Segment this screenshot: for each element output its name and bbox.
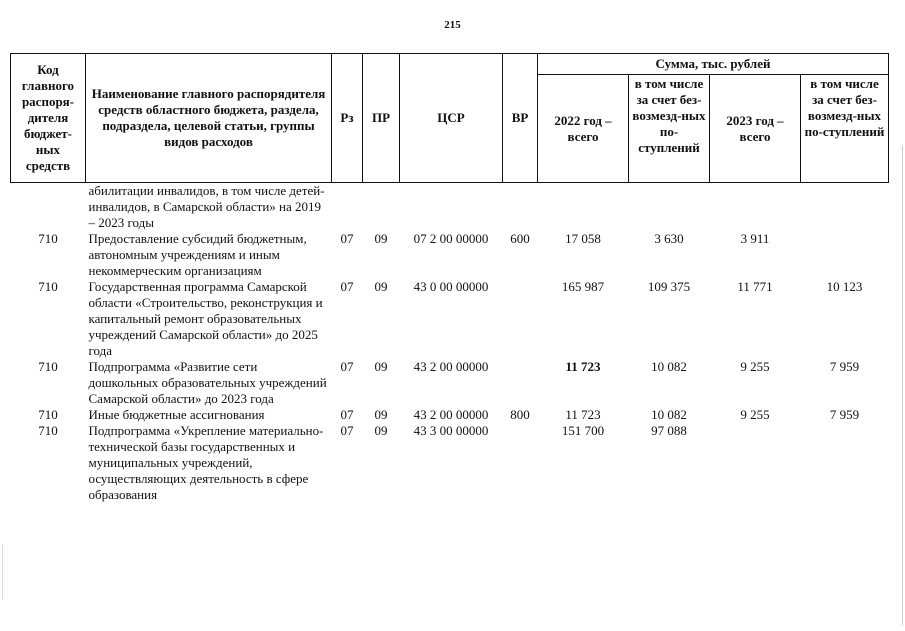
cell-2022-total: 17 058	[565, 231, 601, 246]
cell-code: 710	[38, 359, 58, 374]
cell-2023-free: 10 123	[826, 279, 863, 294]
cell-csr: 43 3 00 00000	[413, 423, 489, 438]
table-header	[11, 54, 889, 183]
cell-csr: 43 0 00 00000	[413, 279, 489, 294]
cell-2022-total	[538, 183, 629, 232]
cell-name: Государственная программа Самарской области «Строительство, реконструкция и капитальный ремонт образовательных учреждений Самарской области» до 2025 года	[88, 279, 323, 358]
cell-2023-total: 9 255	[740, 407, 770, 422]
cell-rz	[332, 183, 363, 232]
table-body	[11, 183, 889, 504]
cell-csr: 43 2 00 00000	[413, 407, 489, 422]
table-row	[11, 231, 889, 279]
cell-2022-total: 151 700	[561, 423, 605, 438]
header-2023-total: 2023 год – всего	[710, 75, 801, 183]
cell-csr: 43 2 00 00000	[413, 359, 489, 374]
cell-rz: 07	[340, 407, 354, 422]
cell-csr: 07 2 00 00000	[413, 231, 489, 246]
cell-name: Иные бюджетные ассигнования	[88, 407, 265, 422]
cell-2022-free: 10 082	[651, 359, 687, 374]
cell-pr	[363, 183, 400, 232]
cell-code: 710	[38, 407, 58, 422]
header-2022-total: 2022 год – всего	[538, 75, 629, 183]
cell-vr	[503, 359, 538, 407]
header-2022-free: в том числе за счет без-возмезд-ных по-ступлений	[629, 75, 710, 183]
cell-2023-free: 7 959	[829, 359, 860, 374]
cell-name: абилитации инвалидов, в том числе детей-инвалидов, в Самарской области» на 2019 – 2023 годы	[88, 183, 325, 230]
page-edge-line	[902, 145, 903, 625]
cell-vr: 800	[510, 407, 530, 422]
cell-2022-free: 3 630	[654, 231, 684, 246]
cell-pr: 09	[374, 231, 388, 246]
cell-pr: 09	[374, 423, 388, 438]
cell-2022-total: 11 723	[565, 407, 601, 422]
cell-2023-total	[710, 423, 801, 503]
cell-rz: 07	[340, 423, 354, 438]
table-row	[11, 407, 889, 423]
cell-2023-total	[710, 183, 801, 232]
table-row	[11, 359, 889, 407]
table-row	[11, 183, 889, 232]
header-sum: Сумма, тыс. рублей	[538, 54, 889, 75]
header-rz: Рз	[332, 54, 363, 183]
cell-code	[11, 183, 86, 232]
cell-rz: 07	[340, 279, 354, 294]
cell-2023-free	[801, 423, 889, 503]
page-number: 215	[444, 19, 461, 31]
cell-2023-total: 9 255	[740, 359, 770, 374]
cell-rz: 07	[340, 359, 354, 374]
table-row	[11, 423, 889, 503]
header-code: Код главного распоря-дителя бюджет-ных средств	[11, 54, 86, 183]
cell-vr	[503, 183, 538, 232]
cell-2023-total: 11 771	[737, 279, 773, 294]
cell-code: 710	[38, 423, 58, 438]
cell-2022-free	[629, 183, 710, 232]
cell-name: Подпрограмма «Развитие сети дошкольных образовательных учреждений Самарской области» до 2023 года	[88, 359, 327, 406]
table-row	[11, 279, 889, 359]
header-vr: ВР	[503, 54, 538, 183]
cell-name: Подпрограмма «Укрепление материально-технической базы государственных и муниципальных учреждений, осуществляющих деятельность в сфере образования	[88, 423, 324, 502]
header-csr: ЦСР	[400, 54, 503, 183]
cell-pr: 09	[374, 407, 388, 422]
cell-2023-free	[801, 231, 889, 279]
cell-2022-free: 109 375	[647, 279, 691, 294]
budget-table	[10, 53, 889, 503]
cell-2023-free: 7 959	[829, 407, 860, 422]
cell-vr	[503, 423, 538, 503]
header-pr: ПР	[363, 54, 400, 183]
scan-artifact	[2, 545, 4, 600]
cell-pr: 09	[374, 359, 388, 374]
cell-vr: 600	[510, 231, 530, 246]
cell-code: 710	[38, 231, 58, 246]
cell-vr	[503, 279, 538, 359]
cell-csr	[400, 183, 503, 232]
cell-2022-total: 165 987	[561, 279, 605, 294]
header-name: Наименование главного распорядителя средств областного бюджета, раздела, подраздела, целевой статьи, группы видов расходов	[86, 54, 332, 183]
cell-2022-free: 97 088	[651, 423, 687, 438]
cell-name: Предоставление субсидий бюджетным, автономным учреждениям и иным некоммерческим организациям	[88, 231, 307, 278]
header-2023-free: в том числе за счет без-возмезд-ных по-ступлений	[801, 75, 889, 183]
cell-pr: 09	[374, 279, 388, 294]
cell-2022-total: 11 723	[565, 359, 601, 374]
cell-rz: 07	[340, 231, 354, 246]
cell-2023-free	[801, 183, 889, 232]
cell-2023-total: 3 911	[740, 231, 770, 246]
cell-code: 710	[38, 279, 58, 294]
cell-2022-free: 10 082	[651, 407, 687, 422]
